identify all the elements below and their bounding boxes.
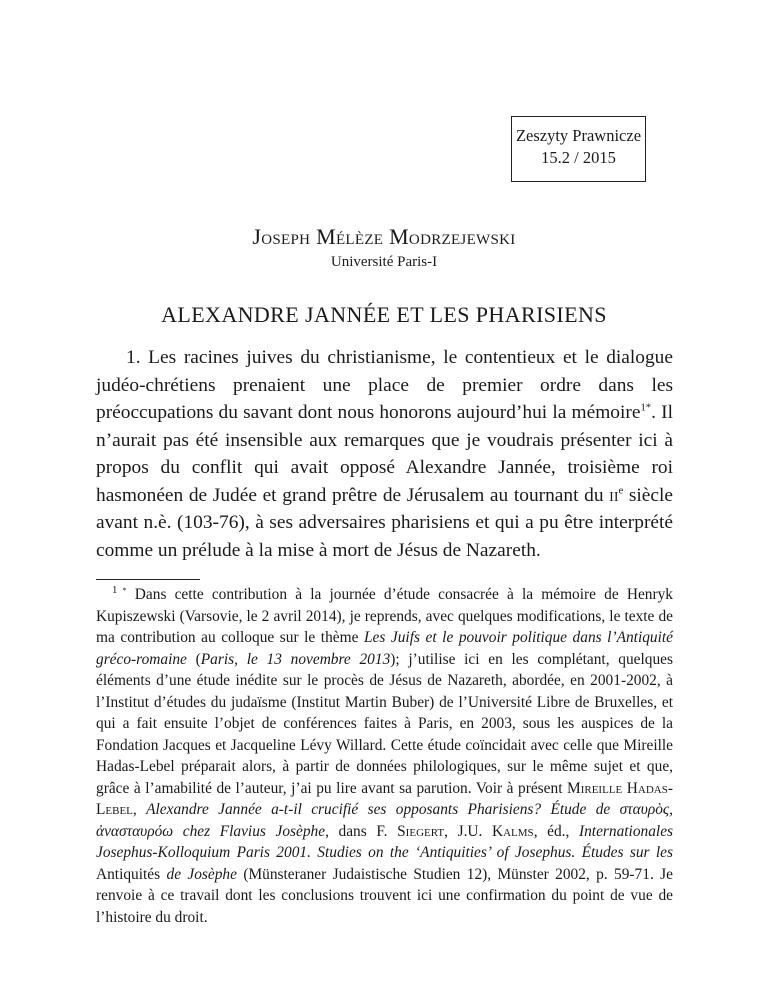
- footnote-author-name: Siegert: [397, 822, 445, 840]
- author-name: Joseph Mélèze Modrzejewski: [252, 224, 516, 249]
- paragraph-text-part-3: siècle avant n.è. (103-76), à ses adversaires pharisiens et qui a pu être interprété comme un prélude à la mise à mort de Jésus de Nazareth.: [96, 484, 673, 561]
- footnote-italic: Internationales Josephus-Kolloquium Paris 2001. Studies on the ‘Antiquities’ of Josephus. Études sur les: [96, 822, 674, 861]
- century-superscript: e: [618, 484, 624, 497]
- footnote-text: Dans cette contribution à la journée d’étude consacrée à la mémoire de Henryk Kupiszewski (Varsovie, le 2 avril 2014), je reprends, avec quelques modifications, le texte de ma contribution au colloque sur le thème: [96, 586, 673, 646]
- footnote-text: ); j’utilise ici en les complétant, quelques éléments d’une étude inédite sur le procès de Jésus de Nazareth, abordée, en 2001-2002, à l’Institut d’études du judaïsme (Institut Martin Buber) de l’Université Libre de Bruxelles, et qui a fait ensuite l’objet de conférences faites à Paris, en 2003, sous les auspices de la Fondation Jacques et Jacqueline Lévy Willard. Cette étude coïncidait avec celle que Mireille Hadas-Lebel préparait alors, à partir de données philologiques, sur le même sujet et que, grâce à l’amabilité de l’auteur, j’ai pu lire avant sa parution. Voir à présent: [96, 650, 673, 797]
- century-numeral: ii: [609, 484, 619, 506]
- footnote-reference[interactable]: 1*: [640, 401, 652, 414]
- footnote-text: , éd.,: [533, 822, 579, 840]
- footnote-author-name: Mireille Hadas-Lebel: [96, 779, 673, 818]
- footnote: [96, 584, 673, 928]
- footnote-text: , J.U.: [444, 822, 492, 840]
- paragraph-text-part-2: . Il n’aurait pas été insensible aux remarques que je voudrais présenter ici à propos du conflit qui avait opposé Alexandre Jannée, troisième roi hasmonéen de Judée et grand prêtre de Jérusalem au tournant du: [96, 402, 673, 506]
- footnote-author-name: Kalms: [492, 822, 534, 840]
- footnote-italic: Les Juifs et le pouvoir politique dans l’Antiquité gréco-romaine: [96, 629, 674, 668]
- footnote-star: *: [122, 584, 127, 595]
- footnote-text: Antiquités: [96, 865, 167, 883]
- author-affiliation: Université Paris-I: [330, 254, 438, 270]
- journal-name: Zeszyty Prawnicze: [515, 126, 642, 145]
- paragraph-text-part-1: 1. Les racines juives du christianisme, le contentieux et le dialogue judéo-chrétiens prenaient une place de premier ordre dans les préoccupations du savant dont nous honorons aujourd’hui la mémoire: [96, 347, 673, 423]
- footnote-italic: Paris, le 13 novembre 2013: [200, 650, 391, 668]
- footnote-text: (: [186, 650, 201, 668]
- footnote-text: (Münsteraner Judaistische Studien 12), Münster 2002, p. 59-71. Je renvoie à ce travail dont les conclusions trouvent ici une confirmation du point de vue de l’histoire du droit.: [96, 865, 673, 926]
- footnote-separator: [96, 579, 200, 580]
- footnote-text: ,: [132, 801, 147, 818]
- article-title: ALEXANDRE JANNÉE ET LES PHARISIENS: [161, 302, 607, 327]
- journal-issue: 15.2 / 2015: [541, 148, 616, 167]
- journal-reference-box: [511, 116, 646, 182]
- body-paragraph: [96, 344, 673, 564]
- footnote-italic: Alexandre Jannée a-t-il crucifié ses opposants Pharisiens? Étude de σταυρὸς, ἀνασταυρόω chez Flavius Josèphe: [96, 801, 673, 840]
- footnote-text: , dans F.: [325, 822, 398, 840]
- footnote-number: 1: [112, 583, 118, 596]
- footnote-italic: de Josèphe: [166, 865, 237, 883]
